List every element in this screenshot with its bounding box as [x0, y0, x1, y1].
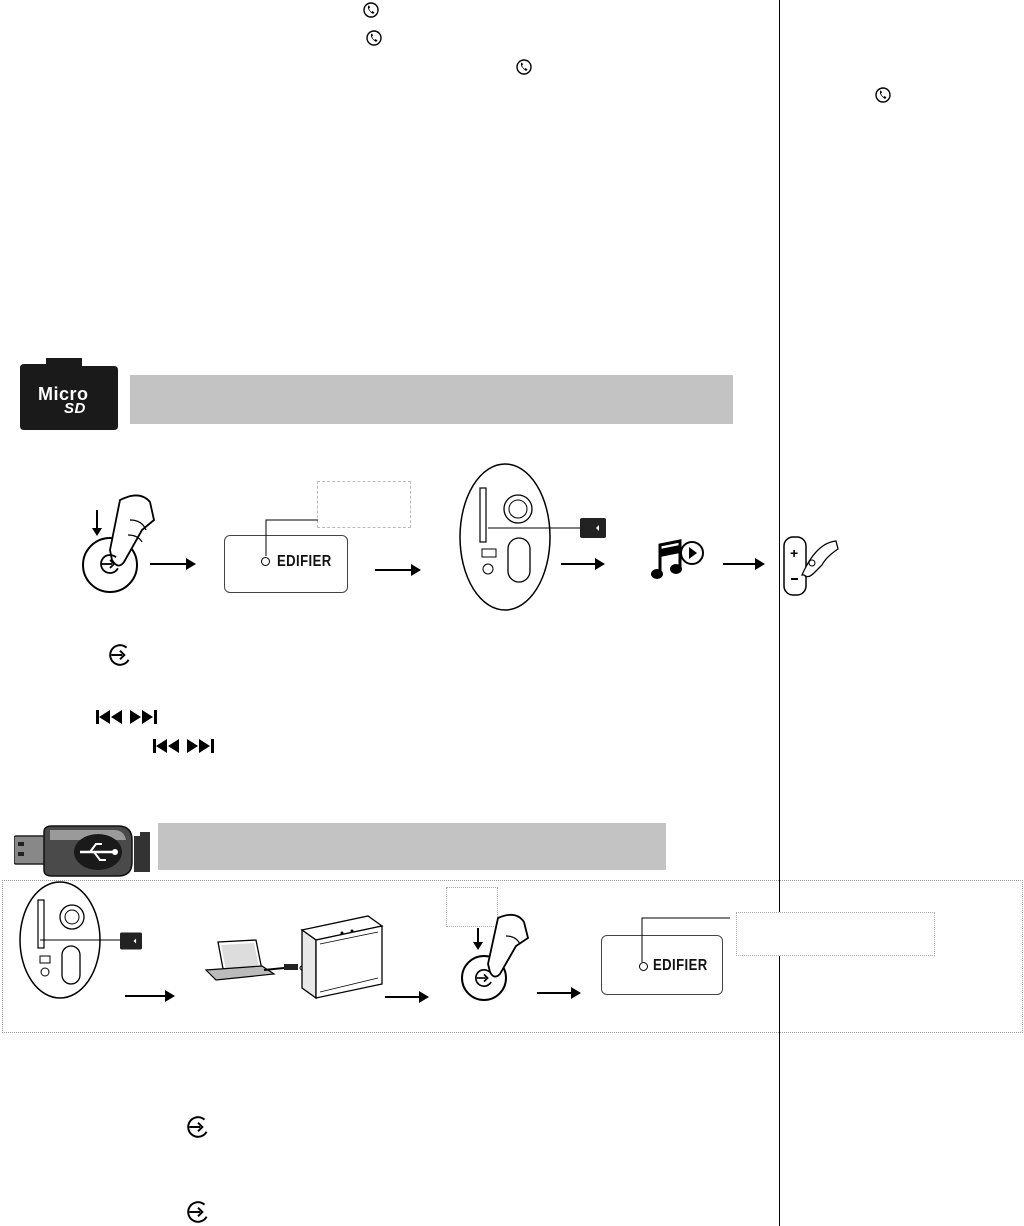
step-arrow	[125, 995, 173, 997]
input-source-icon	[99, 553, 121, 575]
input-source-icon	[108, 643, 132, 667]
usb-section-banner	[158, 823, 666, 870]
previous-track-icon	[96, 710, 124, 724]
microsd-card-icon	[580, 518, 606, 538]
brand-label: EDIFIER	[653, 957, 708, 974]
microsd-badge	[20, 358, 118, 430]
card-leader	[40, 930, 120, 946]
step-arrow	[375, 569, 419, 571]
next-track-icon	[187, 739, 215, 753]
usb-drive-icon	[14, 822, 150, 880]
phone-icon	[516, 59, 532, 75]
step-arrow	[150, 563, 194, 565]
previous-track-icon	[153, 739, 181, 753]
phone-icon	[366, 30, 382, 46]
volume-control-illustration	[782, 535, 840, 597]
step-press-input	[80, 490, 180, 600]
brand-label: EDIFIER	[277, 553, 332, 570]
phone-icon	[875, 87, 891, 103]
svg-text:+: +	[790, 545, 799, 561]
next-track-icon	[130, 710, 158, 724]
callout-leader	[264, 500, 320, 558]
music-play-icon	[650, 535, 706, 585]
step-arrow	[385, 996, 427, 998]
laptop-connected-speaker	[204, 912, 384, 1002]
callout-box	[736, 912, 935, 956]
input-source-icon	[186, 1200, 210, 1224]
step-arrow	[561, 563, 603, 565]
step-arrow	[723, 563, 763, 565]
callout-leader	[636, 914, 732, 964]
microsd-logo-subtext: SD	[64, 400, 86, 417]
microsd-card-icon	[120, 932, 142, 950]
page-margin-line	[779, 0, 780, 1226]
status-led	[261, 557, 270, 566]
microsd-section-banner	[130, 375, 733, 424]
input-source-icon	[474, 968, 494, 988]
step-press-input	[460, 910, 544, 1002]
phone-icon	[363, 2, 379, 18]
input-source-icon	[186, 1115, 210, 1139]
callout-box	[317, 481, 411, 528]
microsd-logo-text: Micro	[38, 384, 89, 404]
step-arrow	[537, 992, 579, 994]
